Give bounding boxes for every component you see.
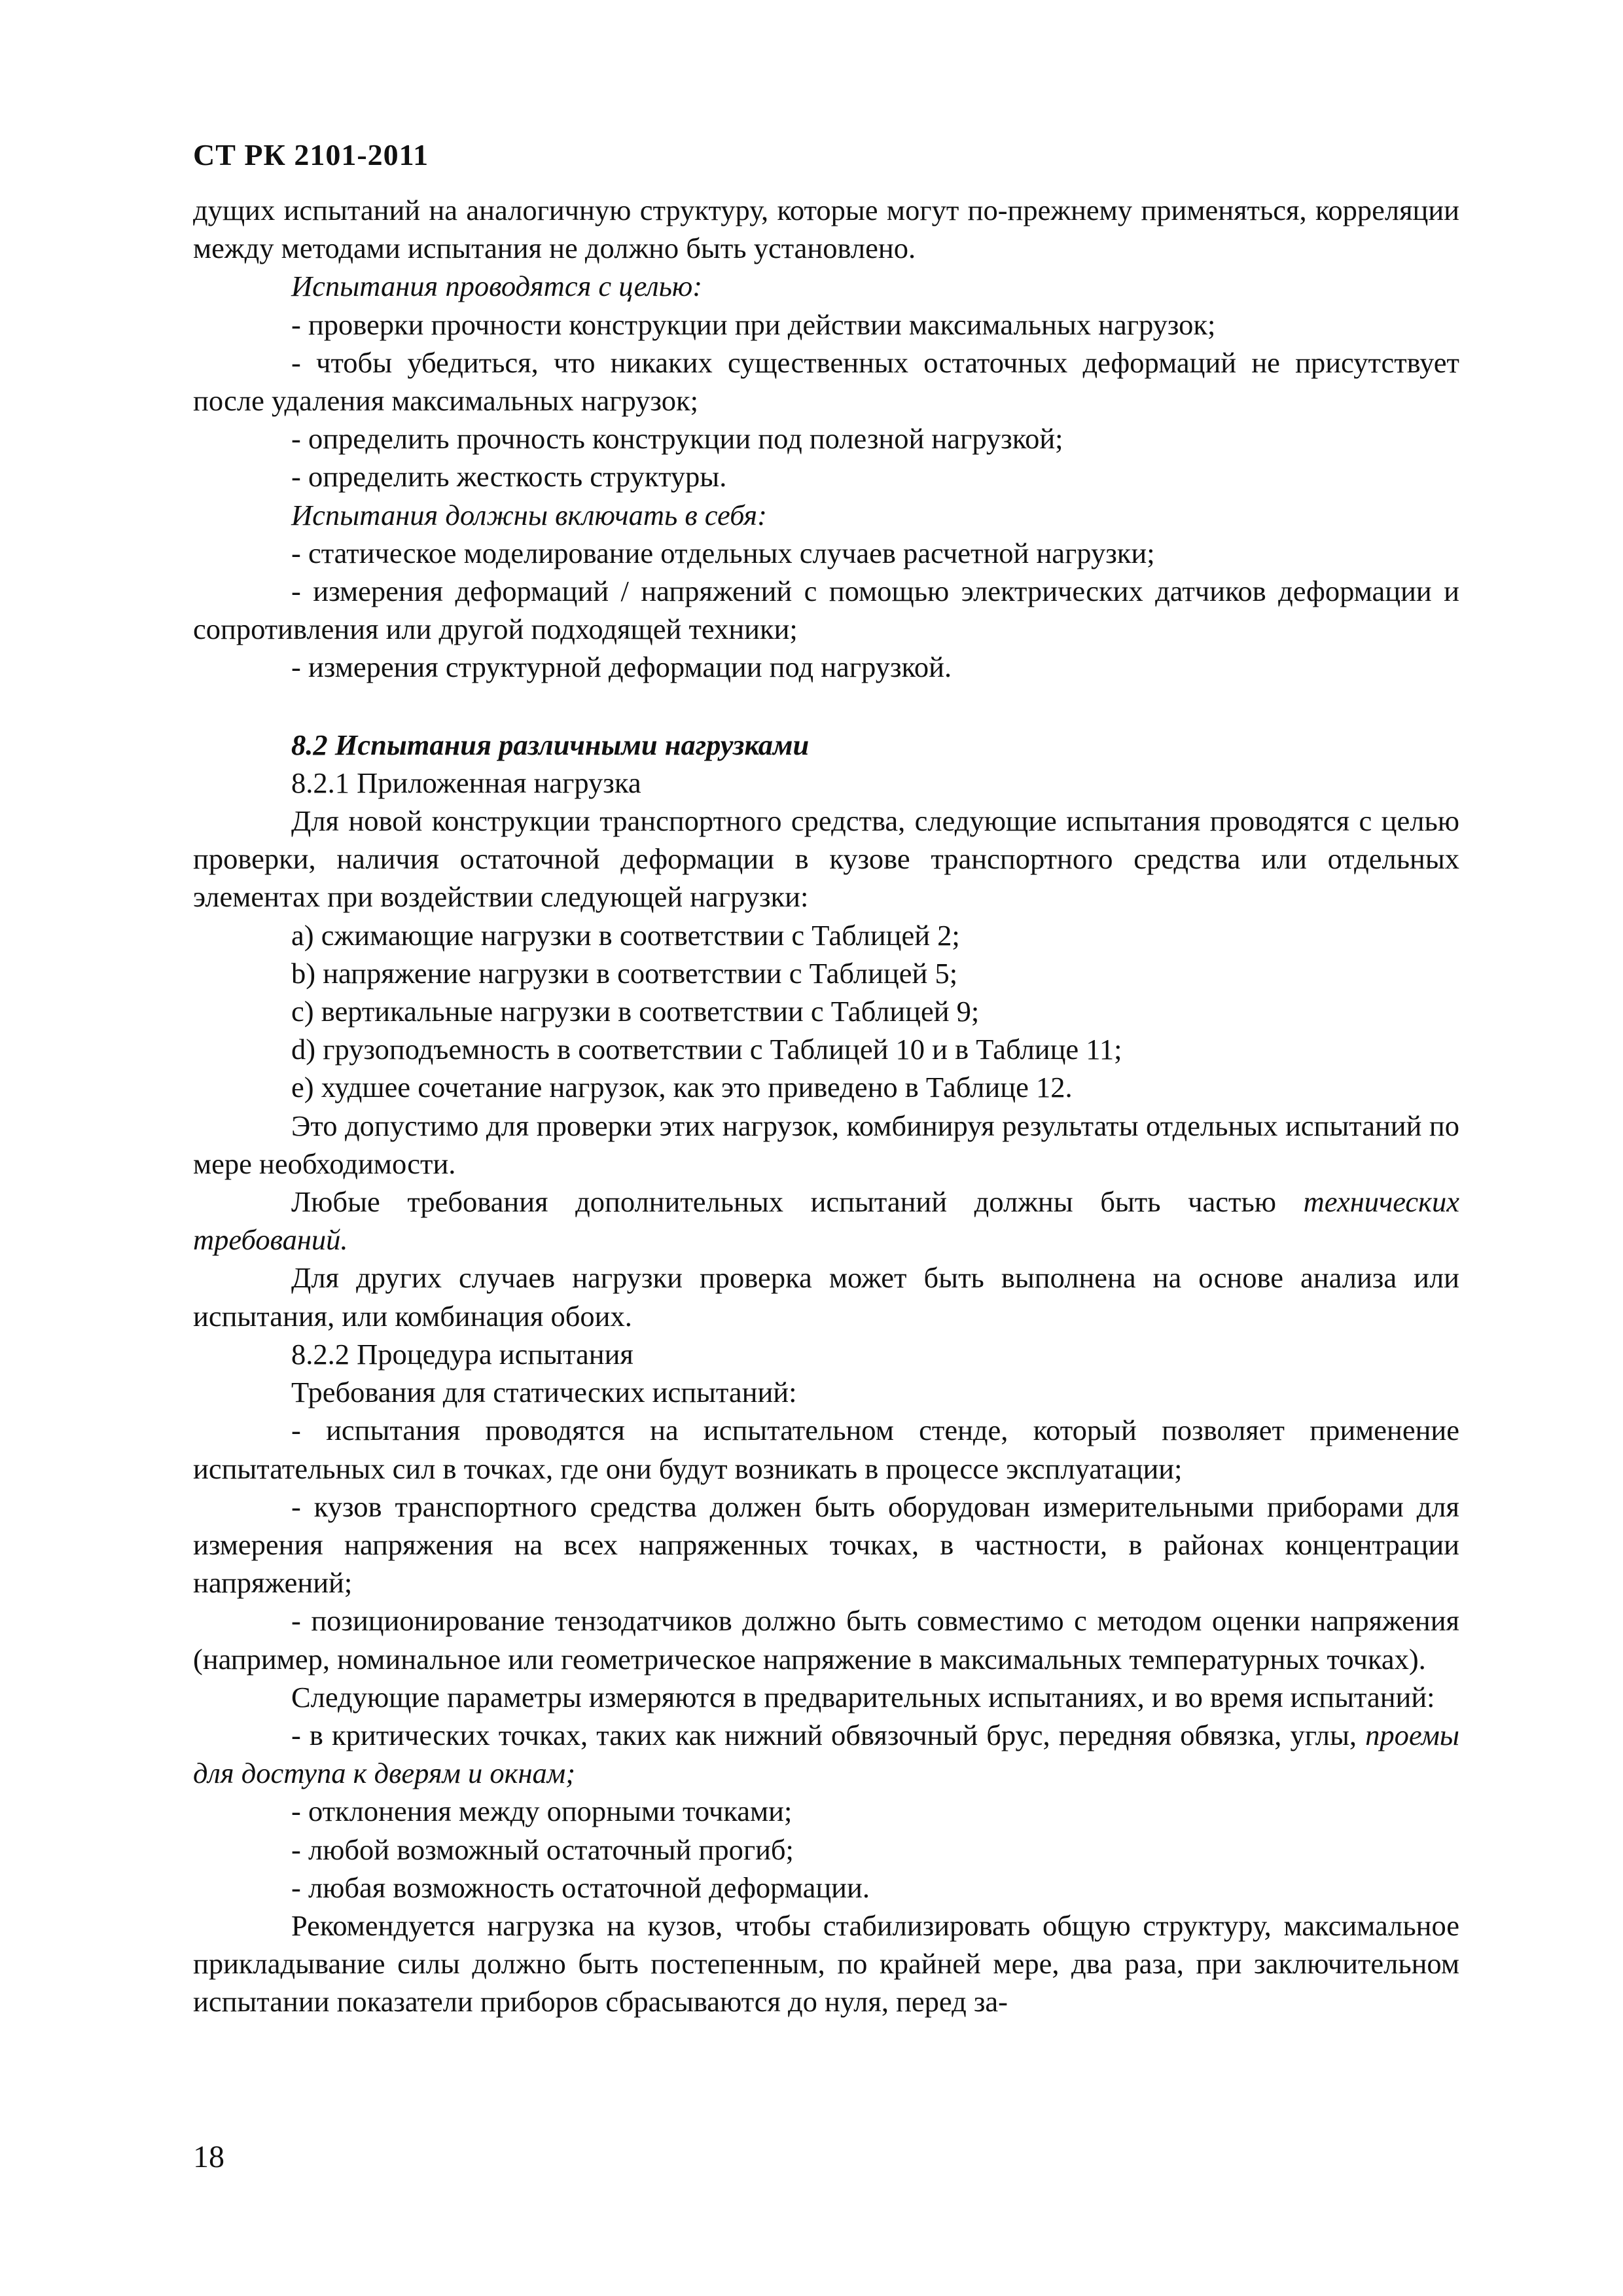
list-item: - отклонения между опорными точками; (291, 1795, 793, 1828)
section-heading: 8.2 Испытания различными нагрузками (291, 728, 810, 761)
list-item: - любой возможный остаточный прогиб; (291, 1833, 794, 1866)
paragraph-emphasis: технических требований. (193, 1185, 1459, 1257)
list-item: d) грузоподъемность в соответствии с Таблицей 10 и в Таблице 11; (291, 1033, 1122, 1066)
paragraph: Для других случаев нагрузки проверка может быть выполнена на основе анализа или испытания, или комбинация обоих. (193, 1261, 1459, 1333)
list-item: - определить жесткость структуры. (291, 460, 727, 493)
list-item (193, 1716, 1459, 1792)
subsection-heading: 8.2.1 Приложенная нагрузка (291, 766, 641, 799)
list-item: - чтобы убедиться, что никаких существенных остаточных деформаций не присутствует после удаления максимальных нагрузок; (193, 346, 1459, 418)
list-item: - определить прочность конструкции под полезной нагрузкой; (291, 422, 1063, 456)
document-code-header: СТ РК 2101-2011 (193, 138, 429, 171)
list-item: с) вертикальные нагрузки в соответствии с Таблицей 9; (291, 995, 980, 1028)
paragraph (193, 1183, 1459, 1259)
list-item: - любая возможность остаточной деформации. (291, 1871, 870, 1904)
list-item-emphasis: проемы для доступа к дверям и окнам; (193, 1718, 1459, 1790)
paragraph: Рекомендуется нагрузка на кузов, чтобы стабилизировать общую структуру, максимальное прикладывание силы должно быть постепенным, по крайней мере, два раза, при заключительном испытании показатели приборов сбрасываются до нуля, перед за- (193, 1909, 1459, 2018)
list-item: а) сжимающие нагрузки в соответствии с Таблицей 2; (291, 918, 960, 952)
paragraph: дущих испытаний на аналогичную структуру, которые могут по-прежнему применяться, корреляции между методами испытания не должно быть установлено. (193, 194, 1459, 265)
page-number: 18 (193, 2140, 224, 2174)
paragraph: Требования для статических испытаний: (291, 1376, 797, 1409)
list-item: е) худшее сочетание нагрузок, как это приведено в Таблице 12. (291, 1071, 1073, 1104)
paragraph: Для новой конструкции транспортного средства, следующие испытания проводятся с целью проверки, наличия остаточной деформации в кузове транспортного средства или отдельных элементах при воздействии следующей нагрузки: (193, 804, 1459, 914)
paragraph-text: Любые требования дополнительных испытаний должны быть частью (291, 1185, 1304, 1219)
document-body (193, 191, 1459, 2021)
list-item: - испытания проводятся на испытательном стенде, который позволяет применение испытательных сил в точках, где они будут возникать в процессе эксплуатации; (193, 1414, 1459, 1485)
list-item-text: - в критических точках, таких как нижний обвязочный брус, передняя обвязка, углы, (291, 1718, 1366, 1751)
paragraph: Следующие параметры измеряются в предварительных испытаниях, и во время испытаний: (291, 1680, 1435, 1713)
list-item: - кузов транспортного средства должен быть оборудован измерительными приборами для измерения напряжения на всех напряженных точках, в частности, в районах концентрации напряжений; (193, 1490, 1459, 1600)
paragraph-italic-heading: Испытания проводятся с целью: (291, 270, 703, 303)
paragraph: Это допустимо для проверки этих нагрузок, комбинируя результаты отдельных испытаний по мере необходимости. (193, 1109, 1459, 1180)
list-item: - статическое моделирование отдельных случаев расчетной нагрузки; (291, 536, 1155, 569)
list-item: b) напряжение нагрузки в соответствии с Таблицей 5; (291, 956, 958, 990)
subsection-heading: 8.2.2 Процедура испытания (291, 1337, 633, 1371)
paragraph-italic-heading: Испытания должны включать в себя: (291, 498, 767, 531)
list-item: - измерения деформаций / напряжений с помощью электрических датчиков деформации и сопротивления или другой подходящей техники; (193, 575, 1459, 646)
list-item: - измерения структурной деформации под нагрузкой. (291, 651, 952, 684)
list-item: - позиционирование тензодатчиков должно быть совместимо с методом оценки напряжения (например, номинальное или геометрическое напряжение в максимальных температурных точках). (193, 1604, 1459, 1676)
list-item: - проверки прочности конструкции при действии максимальных нагрузок; (291, 308, 1216, 341)
